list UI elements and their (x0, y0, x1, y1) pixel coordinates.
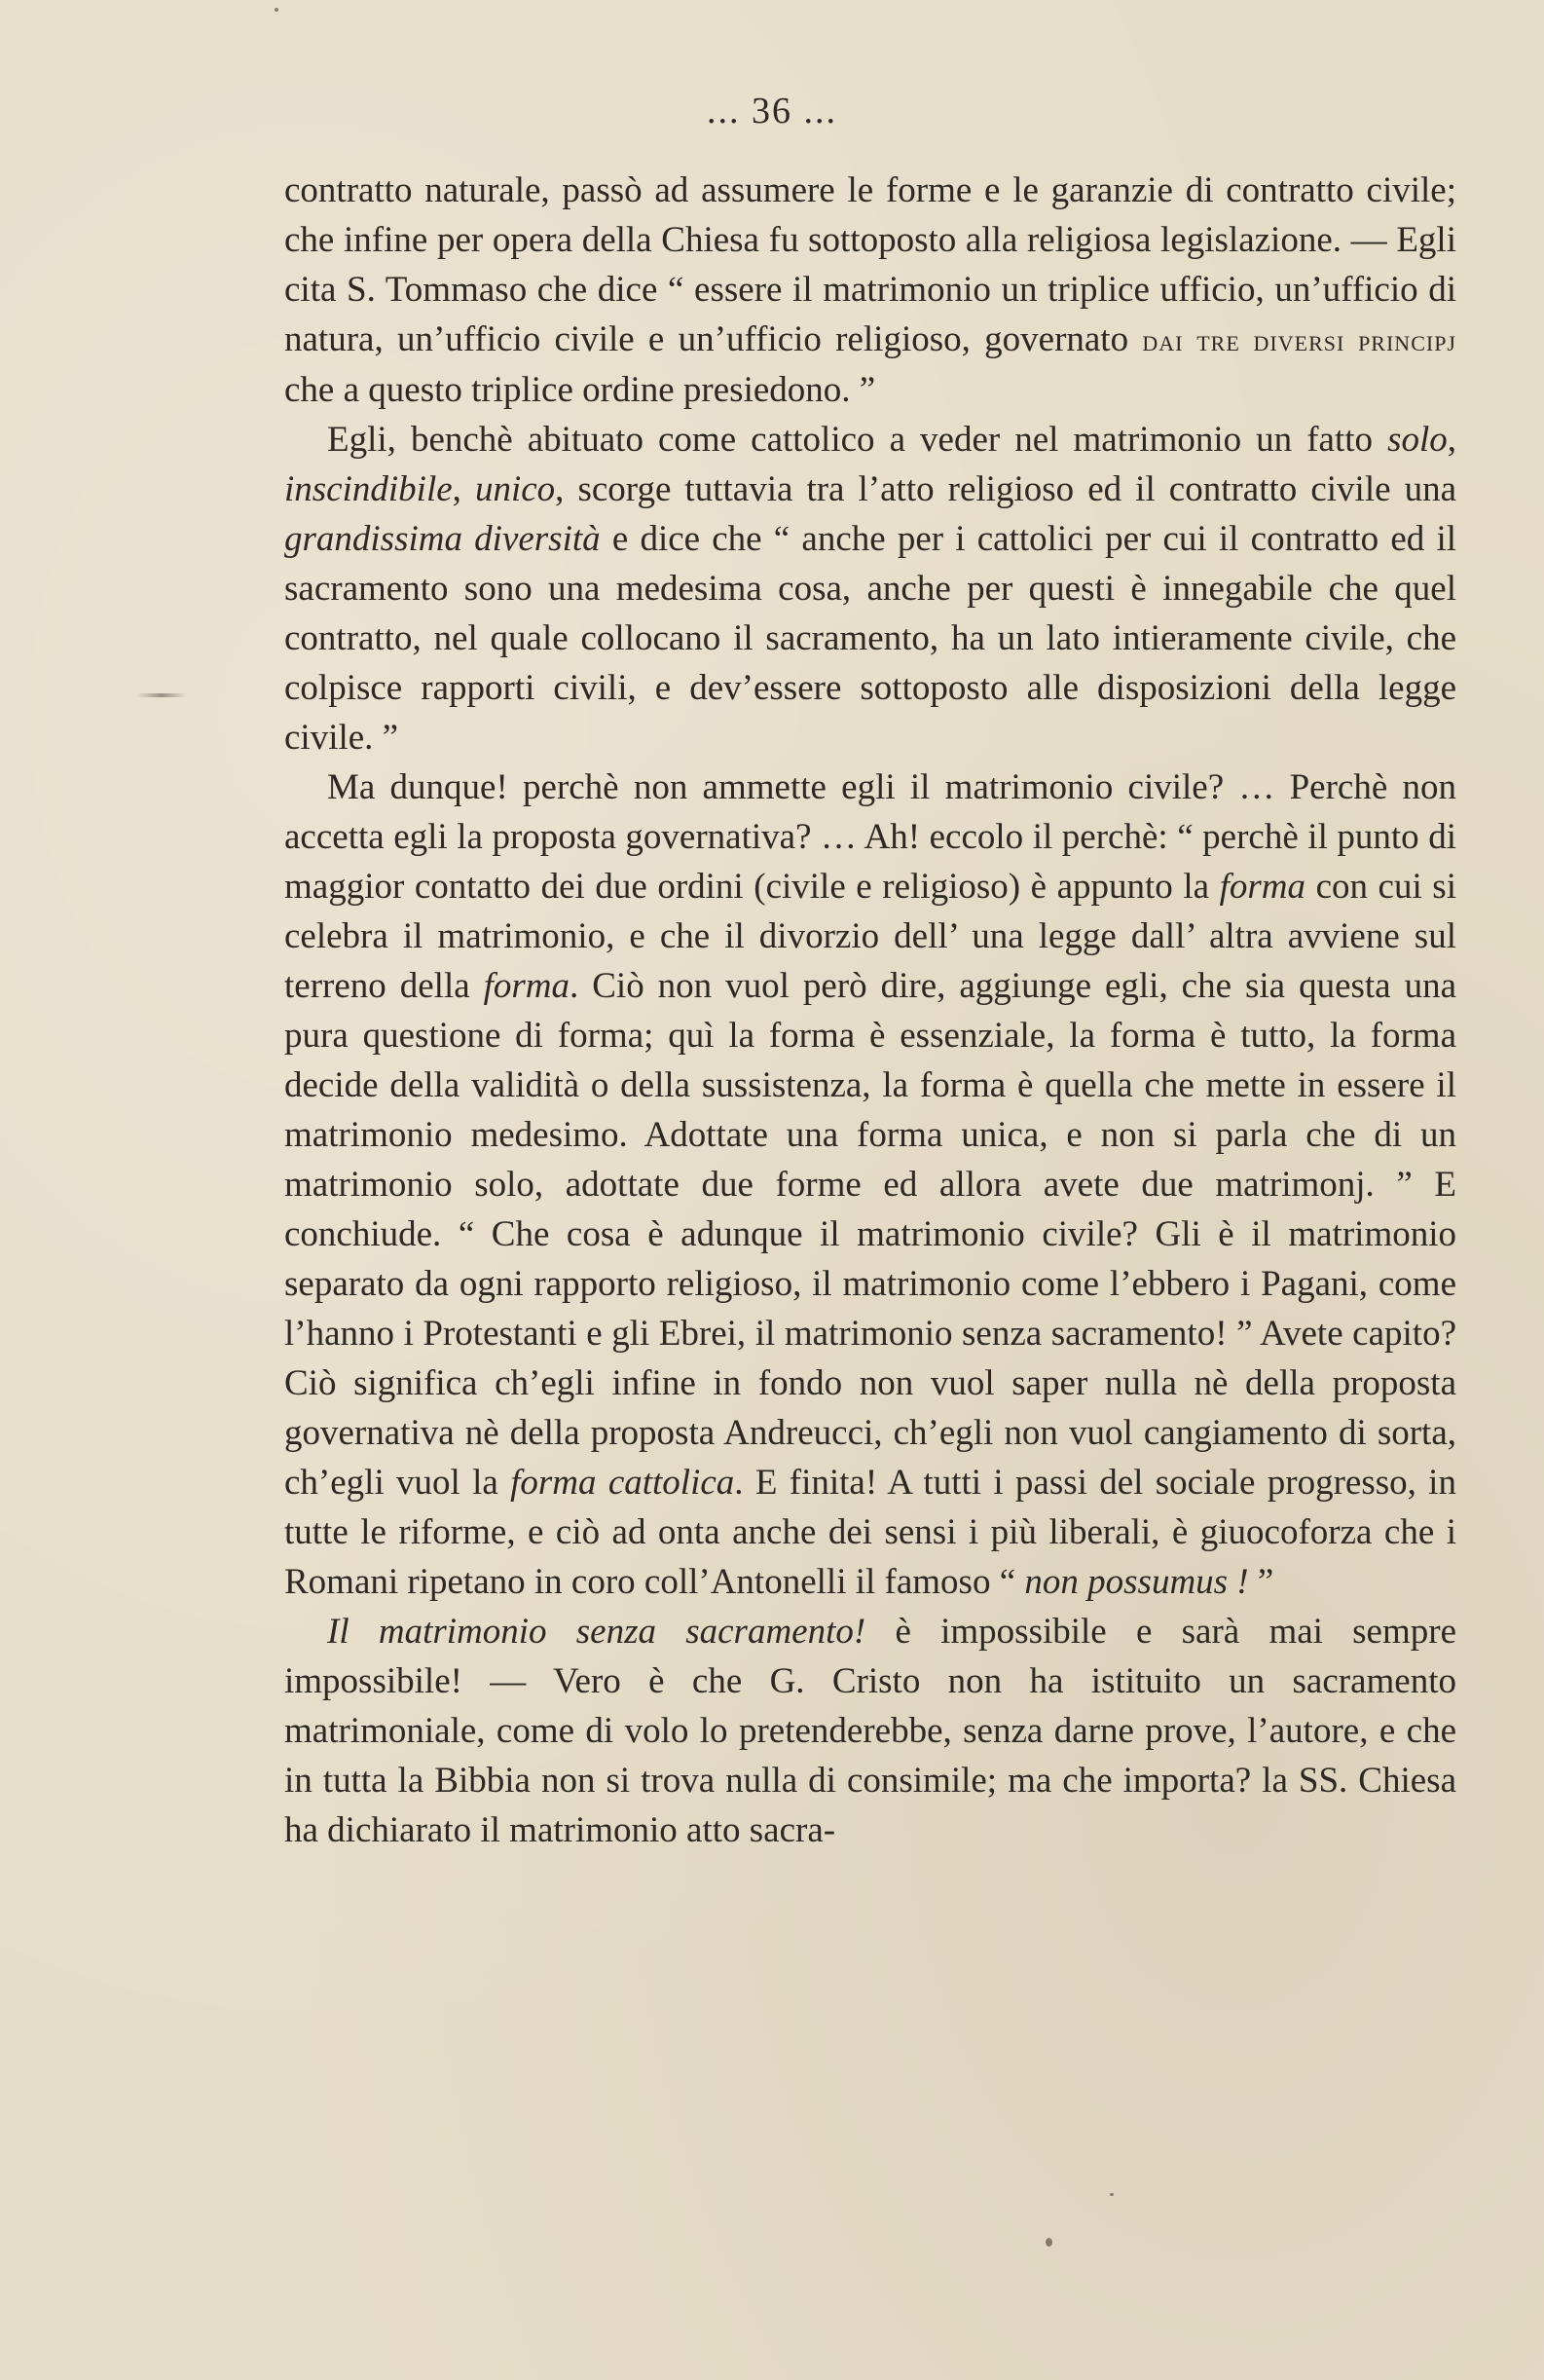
text-run: . Ciò non vuol però dire, aggiunge egli, che sia questa una pura questione di forma; quì la forma è essenziale, la forma è tutto, la forma decide della validità o della sussistenza, la forma è quella che mette in essere il matrimonio medesimo. Adottate una forma unica, e non si parla che di un matrimonio solo, adottate due forme ed allora avete due matrimonj. ” E conchiude. “ Che cosa è adunque il matrimonio civile? Gli è il matrimonio separato da ogni rapporto religioso, il matrimonio come l’ebbero i Pagani, come l’hanno i Protestanti e gli Ebrei, il matrimonio senza sacramento! ” Avete capito? Ciò significa ch’egli infine in fondo non vuol saper nulla nè della proposta governativa nè della proposta Andreucci, ch’egli non vuol cangiamento di sorta, ch’egli vuol la (284, 966, 1456, 1503)
italic-phrase: Il matrimonio senza sacramento! (327, 1612, 866, 1652)
text-run: con cui si celebra il matrimonio, e che il divorzio dell’ una legge dall’ altra avviene sul terreno della (284, 867, 1456, 1006)
paragraph-p1 (284, 166, 1456, 415)
text-run: e dice che “ anche per i cattolici per cui il contratto ed il sacramento sono una medesima cosa, anche per questi è innegabile che quel contratto, nel quale collocano il sacramento, ha un lato intieramente civile, che colpisce rapporti civili, e dev’essere sottoposto alle disposizioni della legge civile. ” (284, 519, 1457, 758)
italic-phrase: unico (474, 469, 556, 509)
italic-phrase: inscindibile (284, 469, 453, 509)
italic-phrase: forma (483, 966, 570, 1006)
paragraph-p4 (284, 1607, 1456, 1855)
text-run: ” (1248, 1562, 1274, 1602)
text-run: , (452, 469, 475, 509)
margin-pencil-mark (136, 693, 187, 697)
italic-phrase: non possumus ! (1024, 1562, 1249, 1602)
italic-phrase: solo (1387, 420, 1448, 460)
text-run: , (1447, 420, 1456, 460)
body-text (284, 166, 1456, 1855)
text-run: , scorge tuttavia tra l’atto religioso ed il contratto civile una (555, 469, 1457, 509)
text-run: Ma dunque! perchè non ammette egli il matrimonio civile? … Perchè non accetta egli la proposta governativa? … Ah! eccolo il perchè: “ perchè il punto di maggior contatto dei due ordini (civile e religioso) è appunto la (284, 767, 1456, 907)
paper-speck (1046, 2238, 1052, 2247)
paragraph-p2 (284, 415, 1456, 762)
italic-phrase: grandissima diversità (284, 519, 601, 559)
italic-phrase: forma cattolica (510, 1463, 735, 1503)
paper-speck (275, 8, 278, 12)
smallcaps-phrase: dai tre diversi principj (1142, 323, 1456, 357)
text-run: è impossibile e sarà mai sempre impossibile! — Vero è che G. Cristo non ha istituito un sacramento matrimoniale, come di volo lo pretenderebbe, senza darne prove, l’autore, e che in tutta la Bibbia non si trova nulla di consimile; ma che importa? la SS. Chiesa ha dichiarato il matrimonio atto sacra- (284, 1612, 1457, 1850)
text-run: Egli, benchè abituato come cattolico a veder nel matrimonio un fatto (327, 420, 1388, 460)
text-run: che a questo triplice ordine presiedono. ” (284, 370, 876, 410)
text-run: contratto naturale, passò ad assumere le forme e le garanzie di contratto civile; che infine per opera della Chiesa fu sottoposto alla religiosa legislazione. — Egli cita S. Tommaso che dice “ essere il matrimonio un triplice ufficio, un’ufficio di natura, un’ufficio civile e un’ufficio religioso, governato (284, 170, 1456, 359)
italic-phrase: forma (1219, 867, 1306, 907)
paragraph-p3 (284, 762, 1456, 1607)
page-number: ... 36 ... (707, 91, 837, 131)
text-run: . E finita! A tutti i passi del sociale progresso, in tutte le riforme, e ciò ad onta anche dei sensi i più liberali, è giuocoforza che i Romani ripetano in coro coll’Antonelli il famoso “ (284, 1463, 1456, 1602)
paper-speck (1110, 2193, 1114, 2196)
